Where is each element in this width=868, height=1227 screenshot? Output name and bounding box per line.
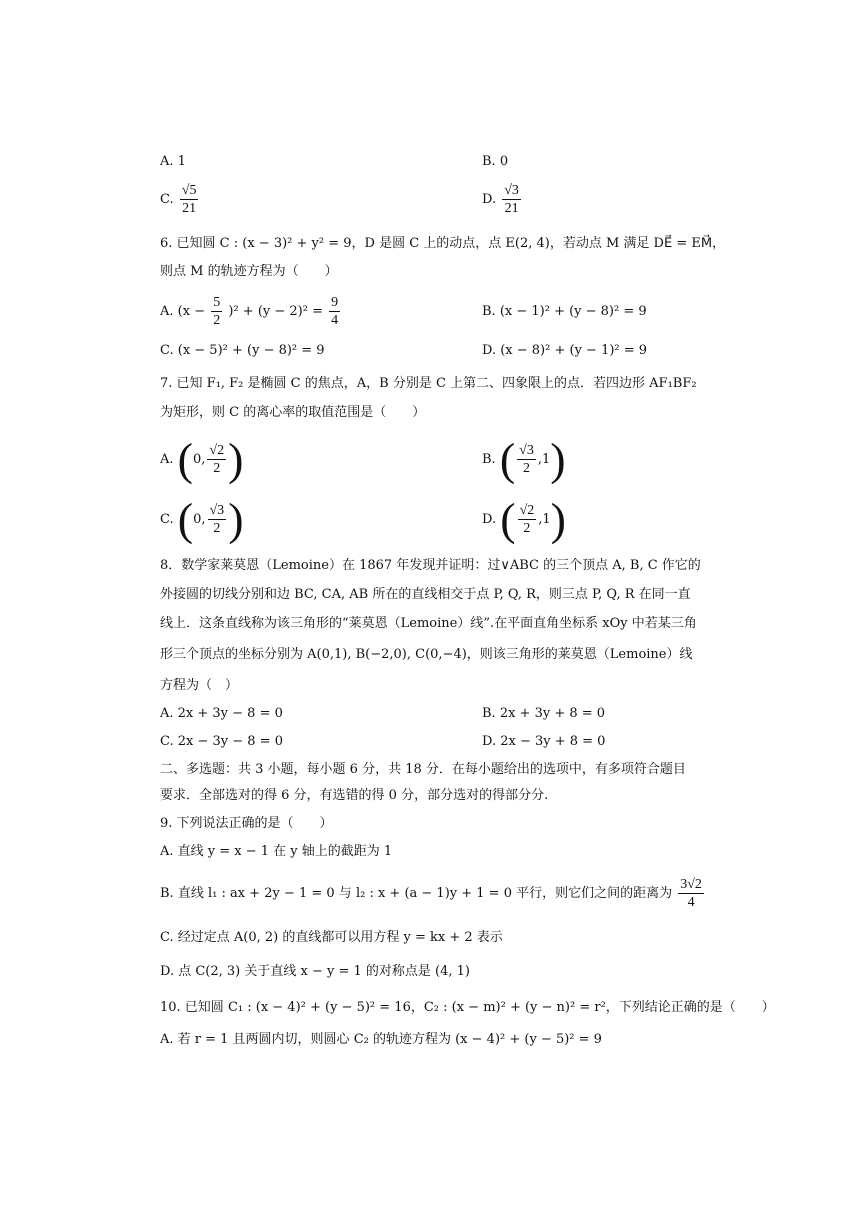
q5-option-c [160,180,200,220]
q9-option-b [160,874,706,914]
q7-b-num: √3 [519,443,534,458]
q7-b-left-paren: ( [499,433,516,485]
q7-stem-line1: 7. 已知 F₁, F₂ 是椭圆 C 的焦点，A，B 分别是 C 上第二、四象限上的点．若四边形 AF₁BF₂ [160,376,697,391]
q7-d-right-paren: ) [550,493,566,545]
q5-d-denominator: 21 [504,201,519,216]
q6-a-den2: 4 [331,313,339,328]
q6-a-fraction-1 [211,294,222,329]
q9-stem: 9. 下列说法正确的是（ ） [160,816,333,831]
q5-option-a: A. 1 [160,154,186,169]
q8-option-c: C. 2x − 3y − 8 = 0 [160,734,283,749]
q7-a-left-paren: ( [177,433,193,485]
q9-option-b-text: B. 直线 l₁ : ax + 2y − 1 = 0 与 l₂ : x + (a − 1)y + 1 = 0 平行，则它们之间的距离为 [160,886,673,901]
q5-option-d-label: D. [482,192,497,207]
q8-stem-line2: 外接圆的切线分别和边 BC, CA, AB 所在的直线相交于点 P, Q, R，则三点 P, Q, R 在同一直 [160,587,691,602]
q8-stem-line4: 形三个顶点的坐标分别为 A(0,1), B(−2,0), C(0,−4)，则该三角形的莱莫恩（Lemoine）线 [160,647,693,662]
q9-b-den: 4 [687,895,695,910]
q7-a-den: 2 [213,461,221,476]
q9-option-d: D. 点 C(2, 3) 关于直线 x − y = 1 的对称点是 (4, 1) [160,964,470,979]
section2-line2: 要求．全部选对的得 6 分，有选错的得 0 分，部分选对的得部分分. [160,788,549,803]
q7-d-den: 2 [523,521,531,536]
q5-d-numerator: √3 [504,183,519,198]
q7-d-fraction [518,502,537,537]
q7-b-right: ,1 [537,452,551,467]
q7-c-num: √3 [209,503,225,518]
q7-c-left-paren: ( [177,493,194,545]
q5-c-denominator: 21 [182,201,197,216]
q7-a-right-paren: ) [228,433,244,485]
q6-option-a-label: A. [160,304,174,319]
q6-option-b: B. (x − 1)² + (y − 8)² = 9 [482,304,647,319]
q10-option-a: A. 若 r = 1 且两圆内切，则圆心 C₂ 的轨迹方程为 (x − 4)² + (y − 5)² = 9 [160,1032,602,1047]
q6-option-a-pre: (x − [177,304,206,319]
q6-a-fraction-2 [329,294,340,329]
q7-a-fraction [207,442,226,477]
q7-c-den: 2 [213,521,221,536]
q7-option-c-label: C. [160,512,174,527]
q5-option-d-fraction [502,182,521,217]
q8-option-b: B. 2x + 3y + 8 = 0 [482,706,606,721]
q7-stem-line2: 为矩形，则 C 的离心率的取值范围是（ ） [160,405,426,420]
q7-c-right-paren: ) [228,493,244,545]
q6-a-den1: 2 [213,313,221,328]
q9-b-fraction [678,876,704,911]
q8-option-a: A. 2x + 3y − 8 = 0 [160,706,283,721]
q7-a-left: 0, [193,452,206,467]
q7-d-num: √2 [519,503,535,518]
q7-option-b-label: B. [482,452,496,467]
q5-option-c-fraction [180,182,199,217]
q5-c-numerator: √5 [181,183,197,198]
q7-c-fraction [208,502,227,537]
q8-stem-line5: 方程为（ ） [160,678,239,693]
q6-a-num1: 5 [213,295,221,310]
q7-a-num: √2 [209,443,225,458]
q7-option-b [482,433,566,485]
q7-option-d [482,493,566,545]
q6-option-d: D. (x − 8)² + (y − 1)² = 9 [482,343,648,358]
q7-option-d-label: D. [482,512,497,527]
q5-option-c-label: C. [160,192,174,207]
q6-stem-line2: 则点 M 的轨迹方程为（ ） [160,264,338,279]
q6-option-a [160,292,342,332]
q7-b-fraction [517,442,536,477]
q7-option-a-label: A. [160,452,174,467]
q7-d-right: ,1 [538,512,551,527]
q7-c-left: 0, [193,512,206,527]
q6-option-a-mid: )² + (y − 2)² = [228,304,323,319]
q7-option-c [160,493,244,545]
q8-stem-line1: 8．数学家莱莫恩（Lemoine）在 1867 年发现并证明：过∨ABC 的三个顶点 A, B, C 作它的 [160,558,701,573]
q7-option-a [160,433,244,485]
q6-option-c: C. (x − 5)² + (y − 8)² = 9 [160,343,325,358]
q7-d-left-paren: ( [500,493,516,545]
q8-stem-line3: 线上．这条直线称为该三角形的“莱莫恩（Lemoine）线”.在平面直角坐标系 xOy 中若某三角 [160,616,697,631]
q9-option-a: A. 直线 y = x − 1 在 y 轴上的截距为 1 [160,844,393,859]
q9-option-c: C. 经过定点 A(0, 2) 的直线都可以用方程 y = kx + 2 表示 [160,930,503,945]
q5-option-d [482,180,523,220]
q6-stem-line1: 6. 已知圆 C : (x − 3)² + y² = 9，D 是圆 C 上的动点，点 E(2, 4)，若动点 M 满足 DE⃗ = EM⃗， [160,236,726,251]
q9-b-num: 3√2 [680,877,702,892]
q6-a-num2: 9 [331,295,339,310]
q8-option-d: D. 2x − 3y + 8 = 0 [482,734,606,749]
q5-option-b: B. 0 [482,154,509,169]
q7-b-den: 2 [523,461,530,476]
q10-stem: 10. 已知圆 C₁ : (x − 4)² + (y − 5)² = 16，C₂ : (x − m)² + (y − n)² = r²，下列结论正确的是（ ） [160,1000,775,1015]
q7-b-right-paren: ) [550,433,566,485]
section2-line1: 二、多选题：共 3 小题，每小题 6 分，共 18 分．在每小题给出的选项中，有多项符合题目 [160,762,686,777]
